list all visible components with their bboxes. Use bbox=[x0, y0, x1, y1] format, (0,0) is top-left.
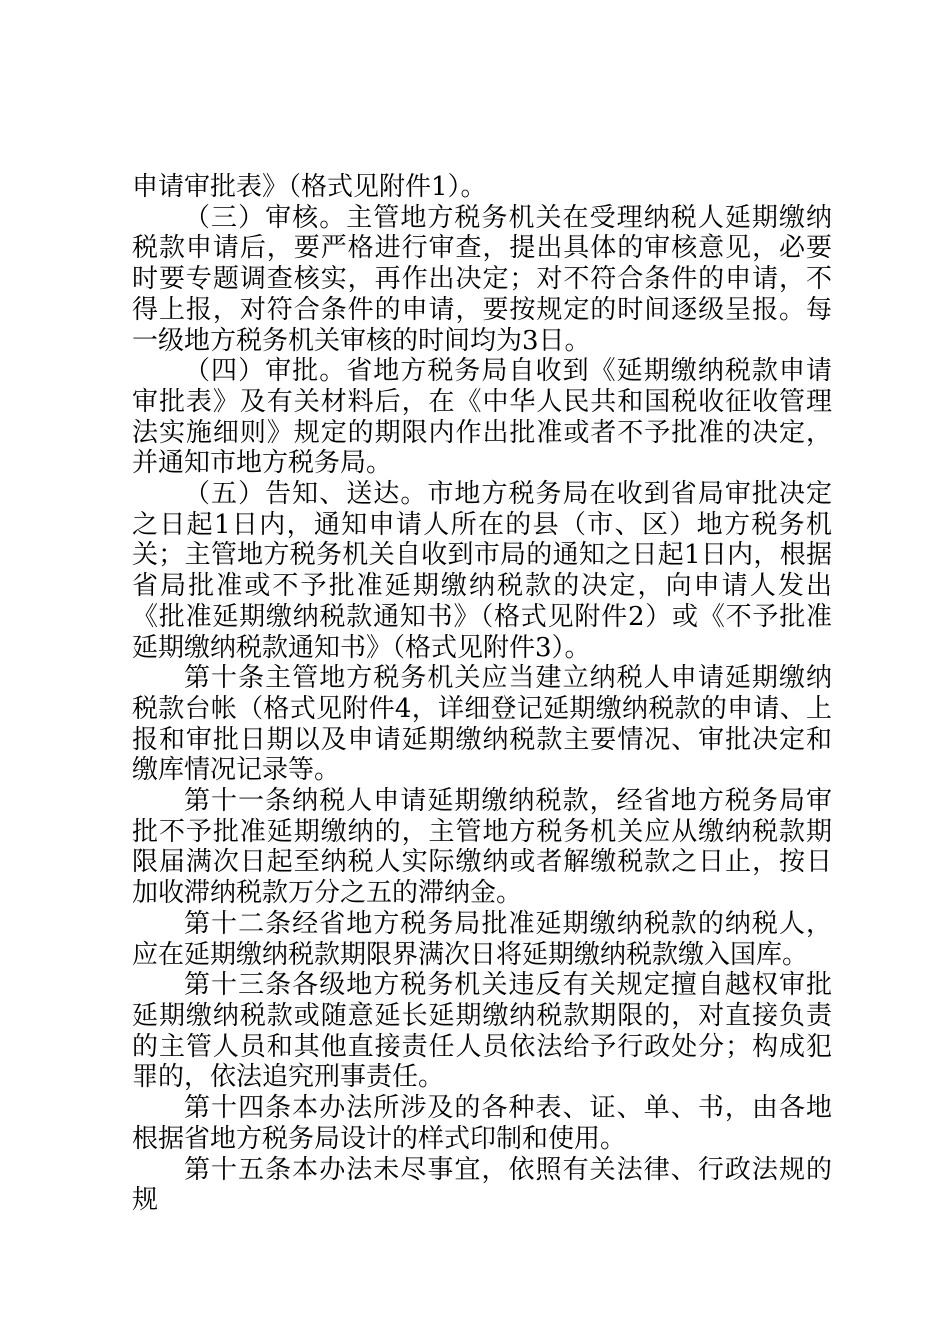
paragraph-article-13: 第十三条各级地方税务机关违反有关规定擅自越权审批延期缴纳税款或随意延长延期缴纳税款期限的，对直接负责的主管人员和其他直接责任人员依法给予行政处分；构成犯罪的，依法追究刑事责任。 bbox=[132, 970, 832, 1093]
document-body bbox=[132, 172, 832, 1216]
paragraph-continuation: 申请审批表》（格式见附件1）。 bbox=[132, 172, 487, 202]
paragraph-article-15: 第十五条本办法未尽事宜，依照有关法律、行政法规的规 bbox=[132, 1154, 832, 1216]
paragraph-article-10: 第十条主管地方税务机关应当建立纳税人申请延期缴纳税款台帐（格式见附件4，详细登记延期缴纳税款的申请、上报和审批日期以及申请延期缴纳税款主要情况、审批决定和缴库情况记录等。 bbox=[132, 663, 832, 786]
paragraph-article-12: 第十二条经省地方税务局批准延期缴纳税款的纳税人，应在延期缴纳税款期限界满次日将延期缴纳税款缴入国库。 bbox=[132, 908, 832, 970]
paragraph-notification: （五）告知、送达。市地方税务局在收到省局审批决定之日起1日内，通知申请人所在的县（市、区）地方税务机关；主管地方税务机关自收到市局的通知之日起1日内，根据省局批准或不予批准延期缴纳税款的决定，向申请人发出《批准延期缴纳税款通知书》（格式见附件2）或《不予批准延期缴纳税款通知书》（格式见附件3）。 bbox=[132, 479, 832, 663]
paragraph-review: （三）审核。主管地方税务机关在受理纳税人延期缴纳税款申请后，要严格进行审查，提出具体的审核意见，必要时要专题调查核实，再作出决定；对不符合条件的申请，不得上报，对符合条件的申请，要按规定的时间逐级呈报。每一级地方税务机关审核的时间均为3日。 bbox=[132, 202, 832, 356]
paragraph-approval: （四）审批。省地方税务局自收到《延期缴纳税款申请审批表》及有关材料后，在《中华人民共和国税收征收管理法实施细则》规定的期限内作出批准或者不予批准的决定，并通知市地方税务局。 bbox=[132, 356, 832, 479]
paragraph-article-14: 第十四条本办法所涉及的各种表、证、单、书，由各地根据省地方税务局设计的样式印制和使用。 bbox=[132, 1093, 832, 1154]
paragraph-article-11: 第十一条纳税人申请延期缴纳税款，经省地方税务局审批不予批准延期缴纳的，主管地方税务机关应从缴纳税款期限届满次日起至纳税人实际缴纳或者解缴税款之日止，按日加收滞纳税款万分之五的滞纳金。 bbox=[132, 786, 832, 909]
